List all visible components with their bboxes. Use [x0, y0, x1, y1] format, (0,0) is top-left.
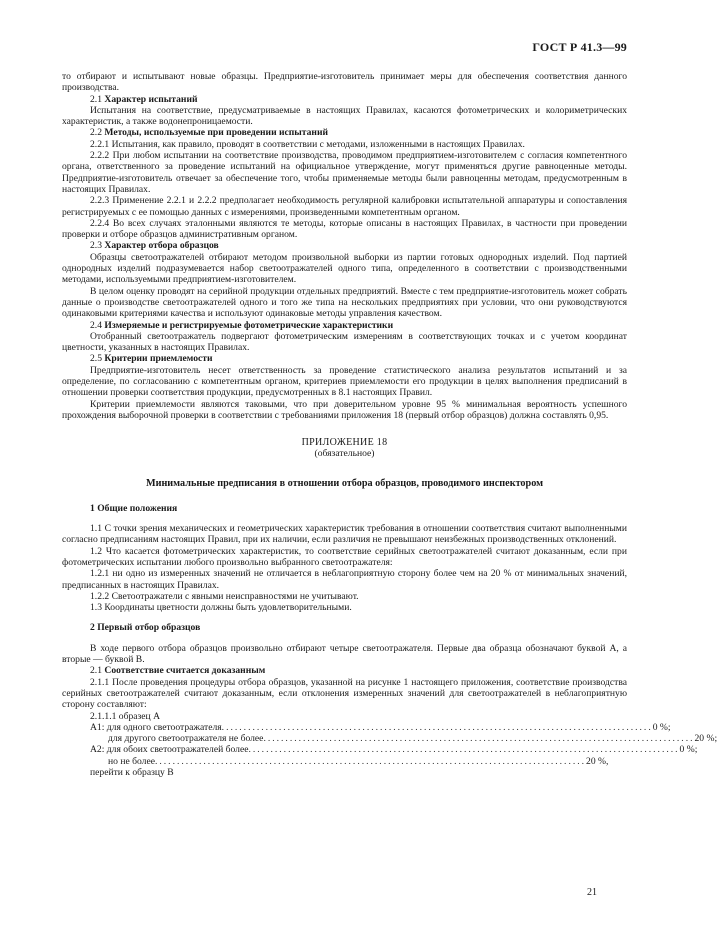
section-heading-2-1-appendix: 2.1 Соответствие считается доказанным: [90, 665, 266, 677]
paragraph: 2.2.3 Применение 2.2.1 и 2.2.2 предполагает необходимость регулярной калибровки испытательной аппаратуры и сопоставления регистрируемых с ее помощью данных с измерениями, произведенными компетентным органом.: [62, 195, 627, 218]
paragraph: 2.2.4 Во всех случаях эталонными являются те методы, которые описаны в настоящих Правилах, в частности при проведении проверки и отборе образцов административным органом.: [62, 217, 627, 241]
paragraph: Предприятие-изготовитель несет ответственность за проведение статистического анализа результатов испытаний и за определение, по согласованию с компетентным органом, критериев приемлемости его продукции в целях выполнения предписаний в отношении проверки соответствия продукции, предусмотренных в 8.1 настоящих Правил.: [62, 364, 627, 399]
section-heading-2-3: 2.3 Характер отбора образцов: [90, 240, 219, 252]
appendix-status: (обязательное): [314, 448, 375, 460]
section-2-heading: 2 Первый отбор образцов: [90, 622, 201, 634]
paragraph: Испытания на соответствие, предусматриваемые в настоящих Правилах, касаются фотометрических и колориметрических характеристик, а также водонепроницаемости.: [62, 104, 627, 128]
section-1-heading: 1 Общие положения: [90, 502, 178, 514]
page-number: 21: [587, 887, 597, 898]
paragraph: 1.2 Что касается фотометрических характеристик, то соответствие серийных светоотражателей считают доказанным, если при фотометрических испытании любого произвольно выбранного светоотражателя:: [62, 545, 627, 568]
list-item: для другого светоотражателя не более .................................................................................................. 20 %;: [108, 733, 717, 745]
paragraph: 2.1.1 После проведения процедуры отбора образцов, указанной на рисунке 1 настоящего приложения, соответствие производства серийных светоотражателей считают доказанным, если отклонения измеренных значений для светоотражателей в неблагоприятную сторону составляют:: [62, 676, 627, 711]
paragraph: 1.1 С точки зрения механических и геометрических характеристик требования в отношении соответствия считают выполненными согласно предписаниям настоящих Правил, при их наличии, если различия не превышают неизбежных производственных отклонений.: [62, 523, 627, 546]
paragraph: то отбирают и испытывают новые образцы. Предприятие-изготовитель принимает меры для обеспечения соответствия данного производства.: [62, 71, 627, 94]
standard-header: ГОСТ Р 41.3—99: [532, 40, 627, 54]
paragraph: В целом оценку проводят на серийной продукции отдельных предприятий. Вместе с тем предприятие-изготовитель может собрать данные о производстве светоотражателей одного и того же типа на нескольких предприятиях при условии, что они руководствуются одинаковыми критериями качества и используют одинаковые методы управления качеством.: [62, 285, 627, 320]
list-item: А2: для обоих светоотражателей более .................................................................................................. 0 %;: [90, 744, 698, 756]
section-heading-2-4: 2.4 Измеряемые и регистрируемые фотометрические характеристики: [90, 319, 394, 331]
paragraph: 1.3 Координаты цветности должны быть удовлетворительными.: [90, 602, 352, 614]
paragraph: 2.2.1 Испытания, как правило, проводят в соответствии с методами, изложенными в настоящих Правилах.: [90, 138, 525, 150]
list-item: но не более .................................................................................................. 20 %,: [108, 755, 609, 767]
paragraph: В ходе первого отбора образцов произвольно отбирают четыре светоотражателя. Первые два образца обозначают буквой А, а вторые — буквой В.: [62, 642, 627, 666]
paragraph: перейти к образцу В: [90, 767, 174, 779]
paragraph: Критерии приемлемости являются таковыми, что при доверительном уровне 95 % минимальная вероятность успешного прохождения выборочной проверки в соответствии с требованиями приложения 18 (первый отбор образцов) должна составлять 0,95.: [62, 398, 627, 421]
paragraph: Образцы светоотражателей отбирают методом произвольной выборки из партии готовых однородных изделий. Под партией однородных изделий подразумевается набор светоотражателей одного типа, определенного в соответствии с производственными методами, используемыми предприятием-изготовителем.: [62, 251, 627, 286]
paragraph: 2.1.1.1 образец А: [90, 710, 161, 722]
section-heading-2-5: 2.5 Критерии приемлемости: [90, 353, 213, 365]
appendix-title: ПРИЛОЖЕНИЕ 18: [301, 437, 388, 449]
list-item: А1: для одного светоотражателя .................................................................................................. 0 %;: [90, 721, 671, 733]
section-heading-2-2: 2.2 Методы, используемые при проведении испытаний: [90, 127, 329, 139]
appendix-heading: Минимальные предписания в отношении отбора образцов, проводимого инспектором: [145, 477, 544, 489]
section-heading-2-1: 2.1 Характер испытаний: [90, 93, 198, 105]
paragraph: 1.2.1 ни одно из измеренных значений не отличается в неблагоприятную сторону более чем на 20 % от минимальных значений, предписанных в настоящих Правилах.: [62, 568, 627, 591]
paragraph: 1.2.2 Светоотражатели с явными неисправностями не учитывают.: [90, 590, 359, 602]
paragraph: 2.2.2 При любом испытании на соответствие производства, проводимом предприятием-изготовителем с согласия компетентного органа, ответственного за проведение испытаний на официальное утверждение, могут применяться другие равноценные методы. Предприятие-изготовитель отвечает за обеспечение того, чтобы применяемые методы были равноценны методам, предусмотренным в настоящих Правилах.: [62, 150, 627, 195]
paragraph: Отобранный светоотражатель подвергают фотометрическим измерениям в соответствующих точках и с учетом координат цветности, указанных в настоящих Правилах.: [62, 330, 627, 354]
